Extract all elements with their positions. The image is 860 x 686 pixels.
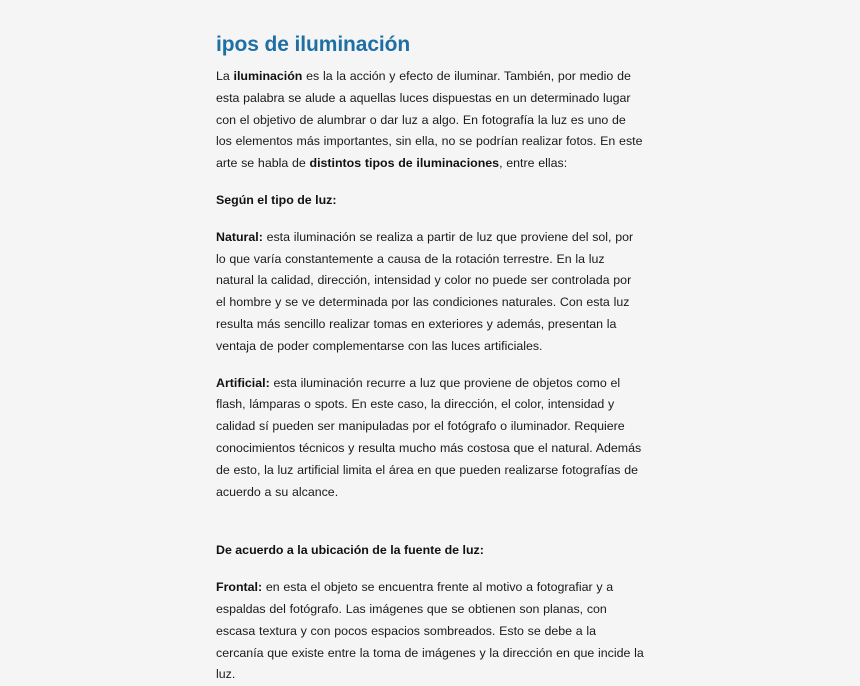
item-artificial	[216, 373, 644, 504]
item-frontal-lead: Frontal:	[216, 580, 263, 595]
item-natural-lead: Natural:	[216, 229, 263, 244]
item-artificial-lead: Artificial:	[216, 375, 270, 390]
paragraph-spacer	[216, 518, 644, 540]
item-natural-text: esta iluminación se realiza a partir de luz que proviene del sol, por lo que varía constantemente a causa de la rotación terrestre. En la luz natural la calidad, dirección, intensidad y color no puede ser controlada por el hombre y se ve determinada por las condiciones naturales. Con esta luz resulta más sencillo realizar tomas en exteriores y además, presentan la ventaja de poder complementarse con las luces artificiales.	[216, 229, 634, 353]
intro-text-part3: , entre ellas:	[499, 156, 568, 171]
section-heading-ubicacion-fuente: De acuerdo a la ubicación de la fuente de luz:	[216, 543, 484, 558]
intro-text-part1: La	[216, 69, 234, 83]
item-natural	[216, 227, 644, 358]
intro-paragraph	[216, 66, 644, 175]
item-frontal	[216, 577, 644, 686]
section-heading-tipo-de-luz: Según el tipo de luz:	[216, 192, 337, 207]
article-body	[216, 66, 644, 686]
intro-bold-tipos: distintos tipos de iluminaciones	[309, 156, 500, 171]
intro-bold-iluminacion: iluminación	[233, 69, 303, 83]
intro-text-part2: es la la acción y efecto de iluminar. También, por medio de esta palabra se alude a aquellas luces dispuestas en un determinado lugar con el objetivo de alumbrar o dar luz a algo. En fotografía la luz es uno de los elementos más importantes, sin ella, no se podrían realizar fotos. En este arte se habla de	[216, 69, 643, 171]
page-title: ipos de iluminación	[216, 33, 411, 56]
item-frontal-text: en esta el objeto se encuentra frente al motivo a fotografiar y a espaldas del fotógrafo. Las imágenes que se obtienen son planas, con escasa textura y con pocos espacios sombreados. Esto se debe a la cercanía que existe entre la toma de imágenes y la dirección en que incide la luz.	[216, 580, 644, 682]
item-artificial-text: esta iluminación recurre a luz que proviene de objetos como el flash, lámparas o spots. En este caso, la dirección, el color, intensidad y calidad sí pueden ser manipuladas por el fotógrafo o iluminador. Requiere conocimientos técnicos y resulta mucho más costosa que el natural. Además de esto, la luz artificial limita el área en que pueden realizarse fotografías de acuerdo a su alcance.	[216, 375, 642, 499]
